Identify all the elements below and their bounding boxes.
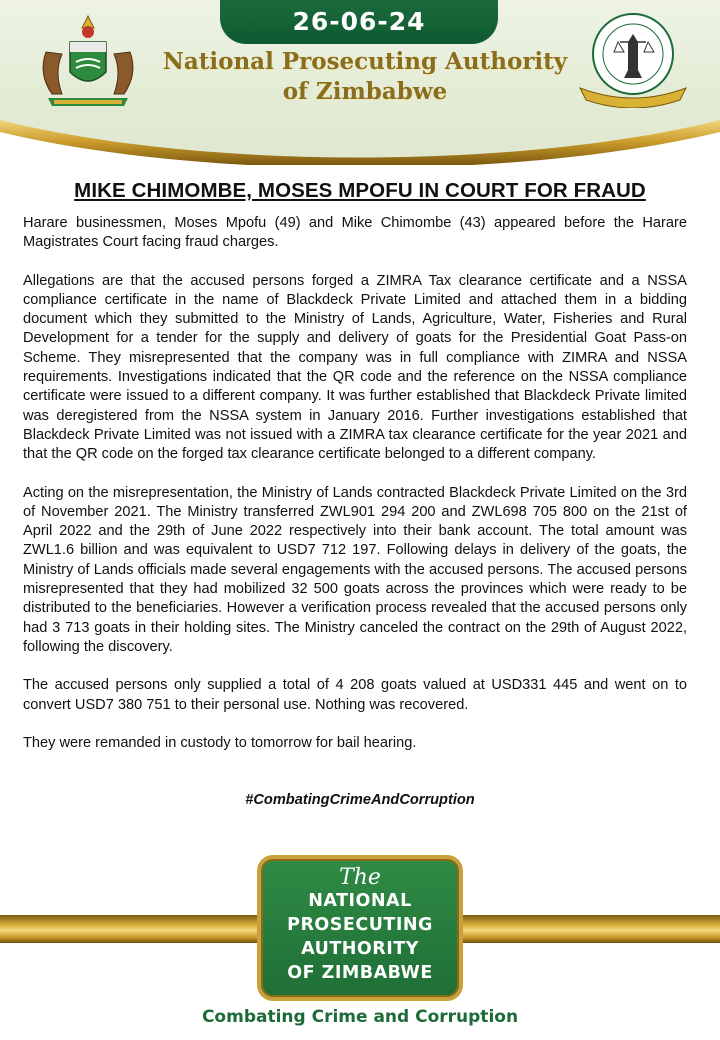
hashtag: #CombatingCrimeAndCorruption bbox=[245, 792, 475, 808]
logo-the-text: The bbox=[339, 865, 381, 890]
article-paragraph: They were remanded in custody to tomorrow for bail hearing. bbox=[23, 734, 417, 751]
logo-line: NATIONAL bbox=[308, 891, 412, 911]
org-title-line2: of Zimbabwe bbox=[282, 78, 448, 105]
article-paragraph: Harare businessmen, Moses Mpofu (49) and Mike Chimombe (43) appeared before the Harare Magistrates Court facing fraud charges. bbox=[23, 215, 687, 251]
npa-footer-logo bbox=[257, 855, 463, 1001]
article-paragraph: Acting on the misrepresentation, the Ministry of Lands contracted Blackdeck Private Limited on the 3rd of November 2021. The Ministry transferred ZWL901 294 200 and ZWL698 705 800 on the 21st of April 2022 and the 29th of June 2022 respectively into their bank account. The total amount was ZWL1.6 billion and was equivalent to USD7 712 197. Following delays in delivery of the goats, the Ministry of Lands officials made several engagements with the accused persons. The accused persons misrepresented that they had mobilized 32 500 goats across the provinces which were ready to be distributed to the beneficiaries. However a verification process revealed that the accused persons only had 3 713 goats in their holding sites. The Ministry canceled the contract on the 29th of August 2022, following the discovery. bbox=[23, 484, 687, 655]
logo-line: PROSECUTING bbox=[287, 915, 433, 935]
article-paragraph: Allegations are that the accused persons forged a ZIMRA Tax clearance certificate and a NSSA compliance certificate in the name of Blackdeck Private Limited and attached them in a bidding document which they submitted to the Ministry of Lands, Agriculture, Water, Fisheries and Rural Development for a tender for the supply and delivery of goats for the Presidential Goat Pass-on Scheme. They misrepresented that the company was in full compliance with ZIMRA and NSSA requirements. Investigations indicated that the QR code and the reference on the NSSA compliance certificate were issued to a different company. It was further established that Blackdeck Private limited was deregistered from the NSSA system in January 2016. Further investigations established that Blackdeck Private Limited was not issued with a ZIMRA tax clearance certificate for the year 2021 and that the QR code on the forged tax clearance certificate belonged to a different company. bbox=[23, 272, 687, 463]
org-title-line1: National Prosecuting Authority bbox=[162, 48, 568, 75]
logo-line: OF ZIMBABWE bbox=[287, 963, 433, 983]
article-body bbox=[23, 214, 687, 772]
article-headline: MIKE CHIMOMBE, MOSES MPOFU IN COURT FOR FRAUD bbox=[74, 179, 646, 202]
logo-line: AUTHORITY bbox=[301, 939, 419, 959]
article-paragraph: The accused persons only supplied a total of 4 208 goats valued at USD331 445 and went on to convert USD7 380 751 to their personal use. Nothing was recovered. bbox=[23, 677, 687, 713]
npa-seal-logo bbox=[574, 8, 692, 108]
header-banner bbox=[0, 0, 720, 165]
footer-tagline: Combating Crime and Corruption bbox=[201, 1007, 519, 1027]
date-badge: 26-06-24 bbox=[220, 0, 498, 44]
zimbabwe-coat-of-arms-icon bbox=[32, 12, 144, 110]
